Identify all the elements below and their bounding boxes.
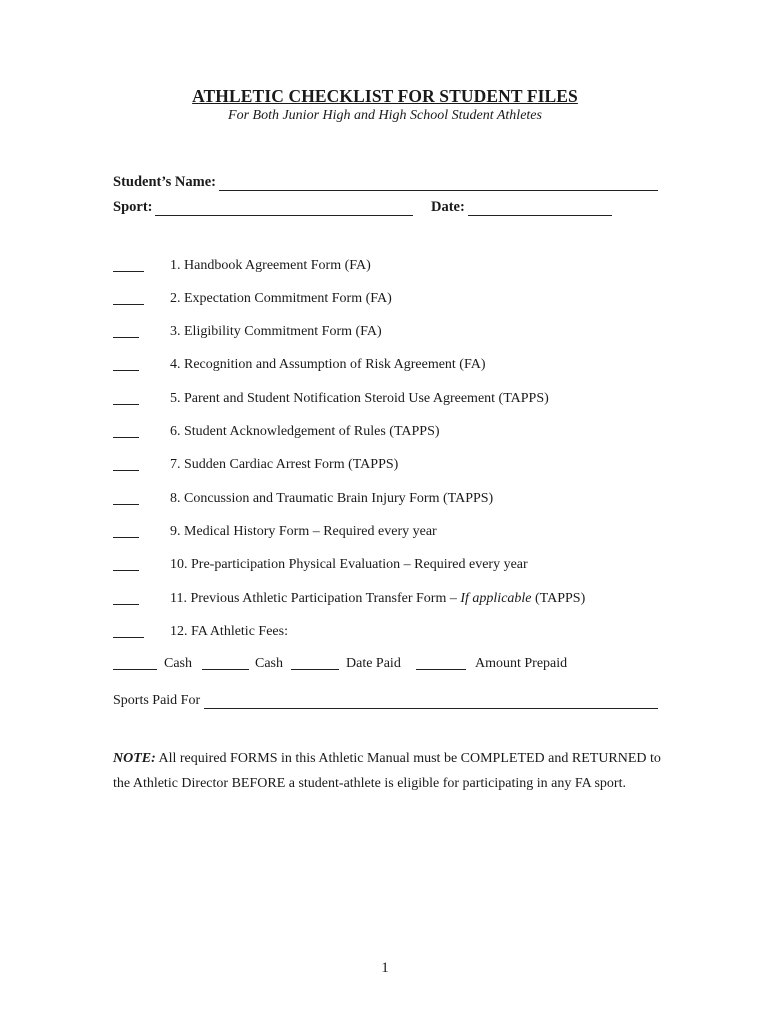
cash-1-field[interactable] [113, 669, 157, 670]
date-row [431, 199, 612, 216]
cash-2-field[interactable] [202, 669, 249, 670]
sport-row [113, 199, 413, 216]
date-label: Date: [431, 199, 465, 215]
checklist-blank[interactable] [113, 271, 144, 272]
document-subtitle: For Both Junior High and High School Student Athletes [228, 108, 542, 123]
checklist-blank[interactable] [113, 537, 139, 538]
checklist-blank[interactable] [113, 304, 144, 305]
checklist-blank[interactable] [113, 370, 139, 371]
checklist-item-text: 3. Eligibility Commitment Form (FA) [170, 324, 382, 339]
page-number: 1 [381, 960, 389, 976]
checklist-blank[interactable] [113, 337, 139, 338]
checklist-item-text: 12. FA Athletic Fees: [170, 624, 288, 639]
checklist-blank[interactable] [113, 570, 139, 571]
checklist-blank[interactable] [113, 470, 139, 471]
checklist-item-text: 1. Handbook Agreement Form (FA) [170, 258, 371, 273]
checklist-item-text: 2. Expectation Commitment Form (FA) [170, 291, 392, 306]
checklist-blank[interactable] [113, 437, 139, 438]
checklist-item-text: 4. Recognition and Assumption of Risk Agreement (FA) [170, 357, 486, 372]
checklist-blank[interactable] [113, 637, 144, 638]
sports-paid-label: Sports Paid For [113, 693, 201, 708]
note-label: NOTE: [113, 751, 156, 766]
sport-field[interactable] [155, 201, 413, 216]
checklist-item-text: 9. Medical History Form – Required every year [170, 524, 437, 539]
amount-prepaid-label: Amount Prepaid [475, 656, 568, 671]
document-title: ATHLETIC CHECKLIST FOR STUDENT FILES [192, 86, 578, 106]
cash-2-label: Cash [255, 656, 283, 671]
note-paragraph [113, 746, 663, 796]
checklist-item-text: 6. Student Acknowledgement of Rules (TAPPS) [170, 424, 440, 439]
checklist-blank[interactable] [113, 504, 139, 505]
checklist-item-text: 5. Parent and Student Notification Steroid Use Agreement (TAPPS) [170, 391, 549, 406]
checklist-blank[interactable] [113, 404, 139, 405]
amount-prepaid-field[interactable] [416, 669, 466, 670]
cash-1-label: Cash [164, 656, 192, 671]
checklist-item-text: 10. Pre-participation Physical Evaluation – Required every year [170, 557, 528, 572]
student-name-row [113, 174, 658, 191]
sports-paid-field[interactable] [204, 696, 658, 709]
note-text: All required FORMS in this Athletic Manual must be COMPLETED and RETURNED to the Athletic Director BEFORE a student-athlete is eligible for participating in any FA sport. [113, 751, 661, 791]
student-name-field[interactable] [219, 176, 658, 191]
sport-label: Sport: [113, 199, 153, 215]
sports-paid-row [113, 689, 658, 709]
checklist-item-text: 8. Concussion and Traumatic Brain Injury Form (TAPPS) [170, 491, 494, 506]
checklist-blank[interactable] [113, 604, 139, 605]
checklist-item-text: 7. Sudden Cardiac Arrest Form (TAPPS) [170, 457, 399, 472]
date-field[interactable] [468, 201, 612, 216]
date-paid-field[interactable] [291, 669, 339, 670]
student-name-label: Student’s Name: [113, 174, 216, 190]
date-paid-label: Date Paid [346, 656, 401, 671]
checklist-item-text: 11. Previous Athletic Participation Transfer Form – If applicable (TAPPS) [170, 591, 586, 606]
